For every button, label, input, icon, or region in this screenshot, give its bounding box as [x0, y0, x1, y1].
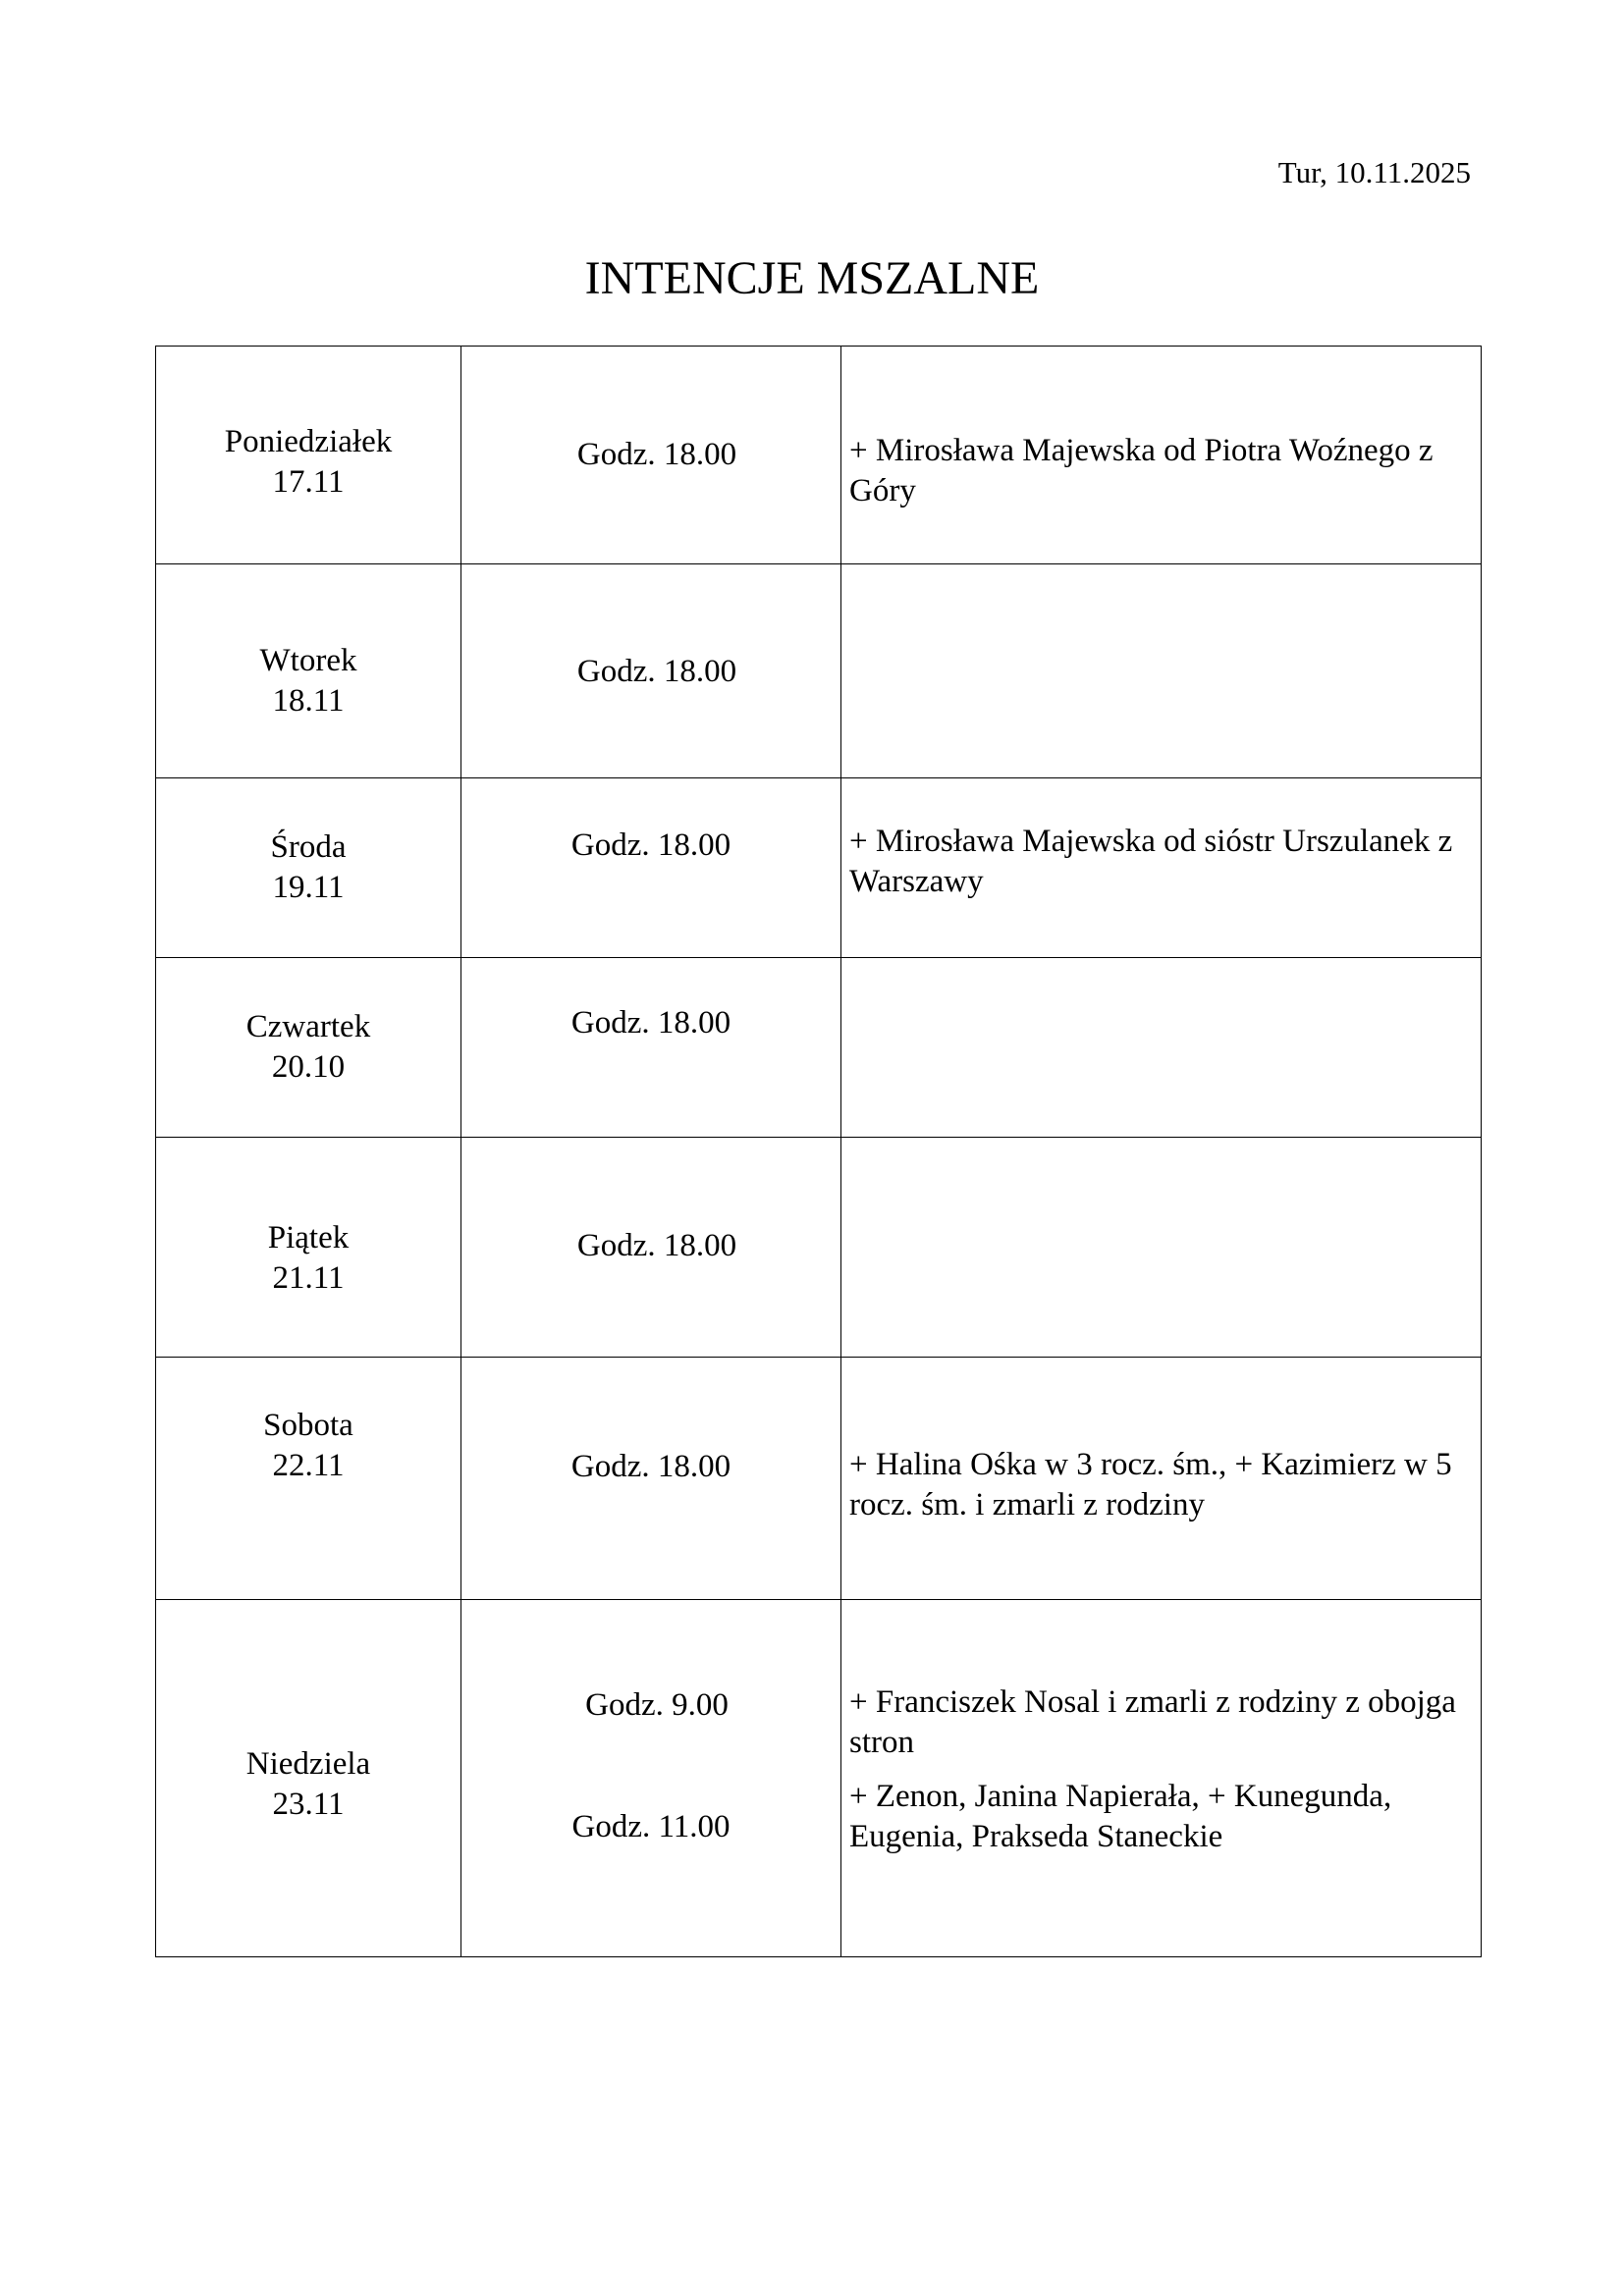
time-cell	[461, 347, 841, 564]
mass-time: Godz. 18.00	[576, 654, 737, 689]
intention-cell	[841, 347, 1482, 564]
intention-text: + Mirosława Majewska od Piotra Woźnego z Góry	[849, 433, 1434, 508]
day-cell	[156, 1358, 461, 1600]
day-cell	[156, 1138, 461, 1358]
intention-text: + Franciszek Nosal i zmarli z rodziny z obojga stron	[849, 1684, 1456, 1760]
day-date: 17.11	[272, 463, 345, 500]
mass-time: Godz. 18.00	[576, 1228, 737, 1263]
day-name: Sobota	[263, 1408, 353, 1443]
intention-cell	[841, 778, 1482, 958]
day-date: 18.11	[272, 682, 345, 719]
day-name: Wtorek	[259, 642, 357, 678]
time-cell	[461, 958, 841, 1138]
mass-time: Godz. 18.00	[570, 1005, 731, 1041]
table-row-saturday	[156, 1358, 1482, 1600]
table-row-friday	[156, 1138, 1482, 1358]
day-cell	[156, 347, 461, 564]
mass-time: Godz. 18.00	[576, 437, 737, 472]
day-cell	[156, 1600, 461, 1957]
day-name: Niedziela	[245, 1745, 371, 1782]
intention-text: + Zenon, Janina Napierała, + Kunegunda, Eugenia, Prakseda Staneckie	[849, 1779, 1392, 1854]
table-row-thursday	[156, 958, 1482, 1138]
intention-text: + Halina Ośka w 3 rocz. śm., + Kazimierz w 5 rocz. śm. i zmarli z rodziny	[849, 1447, 1452, 1522]
day-date: 19.11	[272, 870, 345, 905]
intention-cell	[841, 1358, 1482, 1600]
intention-cell	[841, 1138, 1482, 1358]
intention-cell	[841, 564, 1482, 778]
day-name: Poniedziałek	[224, 423, 393, 459]
mass-time: Godz. 11.00	[571, 1809, 731, 1844]
day-name: Piątek	[267, 1219, 350, 1255]
intention-text: + Mirosława Majewska od sióstr Urszulanek z Warszawy	[849, 824, 1453, 899]
table-row-tuesday	[156, 564, 1482, 778]
table-row-wednesday	[156, 778, 1482, 958]
day-date: 23.11	[272, 1786, 345, 1822]
mass-time: Godz. 18.00	[570, 1449, 731, 1484]
time-cell	[461, 564, 841, 778]
document-date: Tur, 10.11.2025	[1277, 155, 1471, 189]
table-row-monday	[156, 347, 1482, 564]
mass-time: Godz. 9.00	[585, 1687, 729, 1723]
day-cell	[156, 564, 461, 778]
time-cell	[461, 1138, 841, 1358]
table-row-sunday	[156, 1600, 1482, 1957]
time-cell	[461, 1358, 841, 1600]
day-date: 22.11	[272, 1448, 345, 1483]
intention-cell	[841, 1600, 1482, 1957]
time-cell	[461, 778, 841, 958]
page-title: INTENCJE MSZALNE	[584, 252, 1040, 304]
intention-cell	[841, 958, 1482, 1138]
time-cell	[461, 1600, 841, 1957]
day-name: Czwartek	[245, 1009, 371, 1044]
mass-intentions-table	[155, 346, 1482, 1957]
day-cell	[156, 778, 461, 958]
day-date: 20.10	[271, 1049, 346, 1085]
day-cell	[156, 958, 461, 1138]
day-name: Środa	[270, 829, 347, 865]
mass-time: Godz. 18.00	[570, 828, 731, 863]
day-date: 21.11	[272, 1259, 345, 1296]
